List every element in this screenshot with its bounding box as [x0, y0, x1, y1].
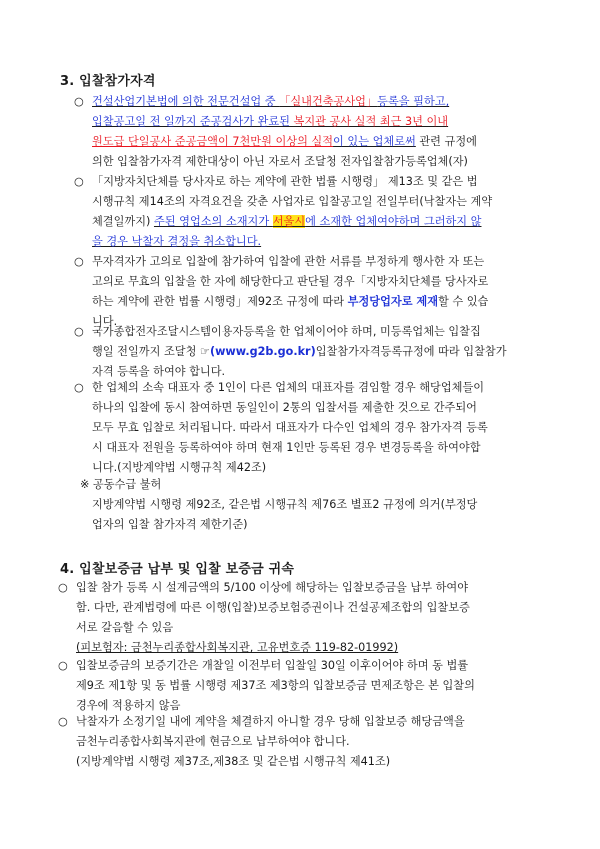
section-4-item-1: ○ 입찰 참가 등록 시 설계금액의 5/100 이상에 해당하는 입찰보증금을 납부 하여야 함. 다만, 관계법령에 따른 이행(입찰)보증보험증권이나 건설공제조합의 입찰보증 서로 갈음할 수 있음 (피보험자: 금천누리종합사회복지관, 고유번호증 119-82-01992) — [58, 581, 470, 654]
section-3-item-2: ○ 「지방자치단체를 당사자로 하는 계약에 관한 법률 시행령」 제13조 및 같은 법 시행규칙 제14조의 자격요건을 갖춘 사업자로 입찰공고일 전일부터(낙찰자는 계약 체결일까지) 주된 영업소의 소재지가 서울시에 소재한 업체여야하며 그러하지 않 을 경우 낙찰자 결정을 취소합니다. — [74, 175, 493, 248]
section-3-item-1: ○ 건설산업기본법에 의한 전문건설업 중 「실내건축공사업」등록을 필하고, 입찰공고일 전 일까지 준공검사가 완료된 복지관 공사 실적 최근 3년 이내 원도급 단일공사 준공금액이 7천만원 이상의 실적이 있는 업체로써 관련 규정에 의한 입찰참가자격 제한대상이 아닌 자로서 조달청 전자입찰참가등록업체(자) — [74, 92, 544, 172]
section-4-item-3: ○ 낙찰자가 소정기일 내에 계약을 체결하지 아니할 경우 당해 입찰보증 해당금액을 금천누리종합사회복지관에 현금으로 납부하여야 합니다. (지방계약법 시행령 제37조,제38조 및 같은법 시행규칙 제41조) — [58, 715, 465, 768]
g2b-link[interactable]: (www.g2b.go.kr) — [209, 345, 316, 358]
joint-bid-note: ※ 공동수급 불허 지방계약법 시행령 제92조, 같은법 시행규칙 제76조 별표2 규정에 의거(부정당 업자의 입찰 참가자격 제한기준) — [80, 478, 478, 531]
section-3-title: 3. 입찰참가자격 — [60, 74, 156, 89]
highlight-seoul: 서울시 — [272, 215, 306, 228]
section-3-item-5: ○ 한 업체의 소속 대표자 중 1인이 다른 업체의 대표자를 겸임할 경우 해당업체들이 하나의 입찰에 동시 참여하면 동일인이 2통의 입찰서를 제출한 것으로 간주되어 모두 무효 입찰로 처리됩니다. 따라서 대표자가 다수인 업체의 경우 참가자격 등록 시 대표자 전원을 등록하여야 하며 현재 1인만 등록된 경우 변경등록을 하여야합 니다.(지방계약법 시행규칙 제42조) — [74, 381, 488, 474]
section-3-item-3: ○ 무자격자가 고의로 입찰에 참가하여 입찰에 관한 서류를 부정하게 행사한 자 또는 고의로 무효의 입찰을 한 자에 해당한다고 판단될 경우「지방자치단체를 당사자로 하는 계약에 관한 법률 시행령」제92조 규정에 따라 부정당업자로 제재할 수 있습 니다. — [74, 255, 489, 328]
section-4-item-2: ○ 입찰보증금의 보증기간은 개찰일 이전부터 입찰일 30일 이후이어야 하며 동 법률 제9조 제1항 및 동 법률 시행령 제37조 제3항의 입찰보증금 면제조항은 본 입찰의 경우에 적용하지 않음 — [58, 659, 475, 712]
section-3-item-4: ○ 국가종합전자조달시스템이용자등록을 한 업체이어야 하며, 미등록업체는 입찰집 행일 전일까지 조달청 ☞(www.g2b.go.kr)입찰참가자격등록규정에 따라 입찰참가 자격 등록을 하여야 합니다. — [74, 325, 507, 378]
bullet: ○ — [74, 95, 84, 108]
section-4-title: 4. 입찰보증금 납부 및 입찰 보증금 귀속 — [60, 562, 295, 577]
